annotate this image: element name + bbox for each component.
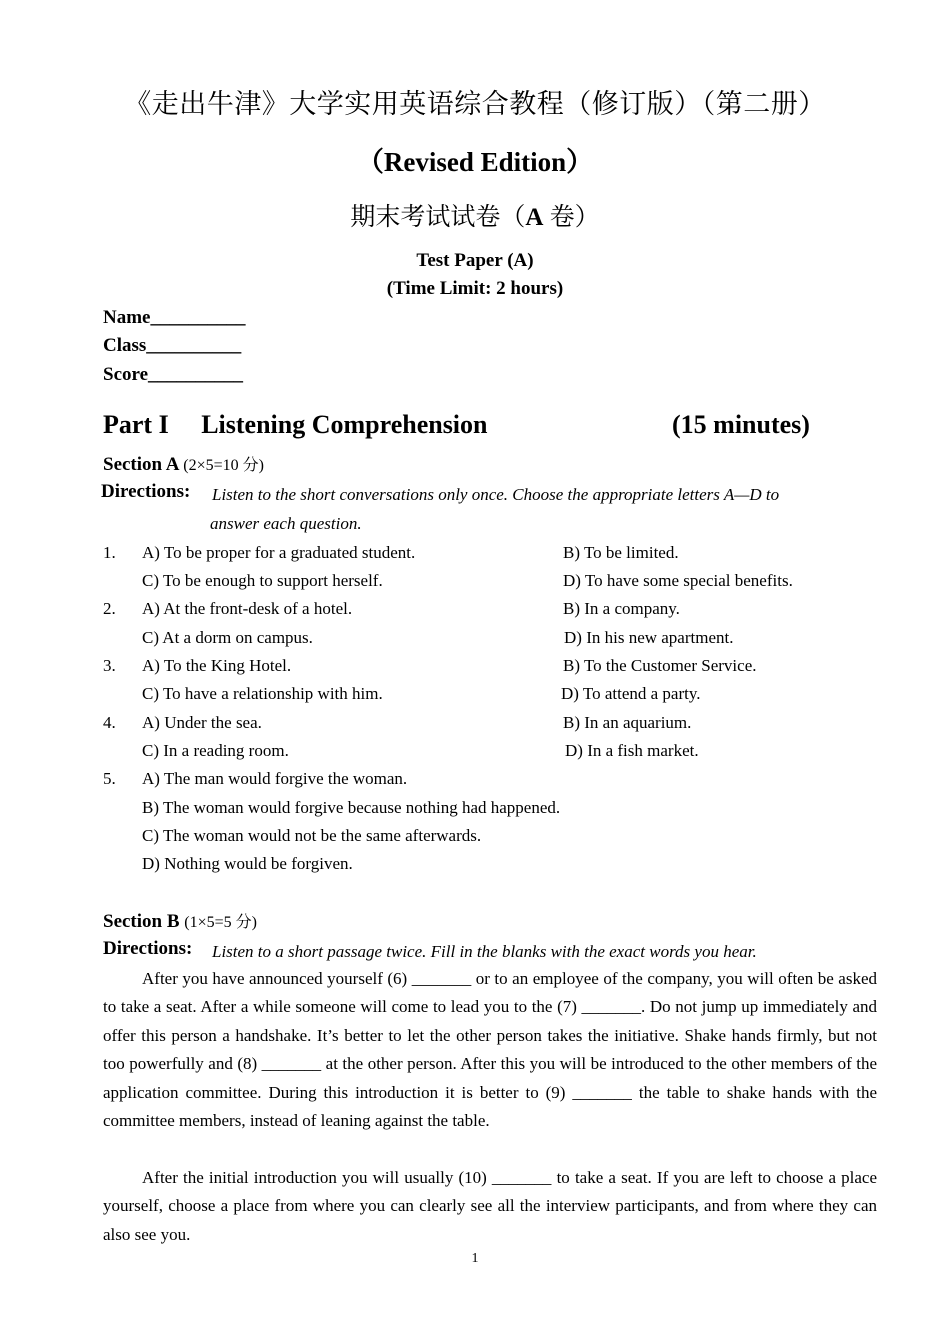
question-2-option-a: A) At the front-desk of a hotel. bbox=[142, 599, 353, 618]
passage-paragraph-2-text: After the initial introduction you will usually (10) _______ to take a seat. If you are left to choose a place yourself, choose a place from where you can clearly see all the interview participants, and from where they can also see you. bbox=[103, 1168, 877, 1244]
question-1-option-b: B) To be limited. bbox=[563, 543, 679, 562]
section-a-title: Section A bbox=[103, 454, 179, 475]
passage-paragraph-1 bbox=[103, 965, 877, 1135]
exam-prefix: 期末考试试卷（ bbox=[350, 204, 526, 231]
section-a-directions-label: Directions: bbox=[101, 481, 191, 502]
time-limit: (Time Limit: 2 hours) bbox=[386, 278, 564, 299]
question-3-option-a: A) To the King Hotel. bbox=[142, 656, 292, 675]
question-4-option-c: C) In a reading room. bbox=[142, 741, 289, 760]
name-field: Name__________ bbox=[103, 307, 246, 328]
question-1-option-d: D) To have some special benefits. bbox=[563, 571, 793, 590]
question-3-option-c: C) To have a relationship with him. bbox=[142, 684, 383, 703]
section-a-directions-line2: answer each question. bbox=[210, 514, 362, 533]
question-2-option-b: B) In a company. bbox=[563, 599, 680, 618]
part-1-minutes: (15 minutes) bbox=[672, 410, 810, 439]
question-5-option-c: C) The woman would not be the same afterwards. bbox=[142, 826, 482, 845]
exam-suffix: 卷） bbox=[543, 204, 600, 231]
question-4-number: 4. bbox=[103, 713, 116, 732]
passage-paragraph-2 bbox=[103, 1164, 877, 1249]
section-a-score: (2×5=10 分) bbox=[183, 457, 264, 474]
section-b-directions-label: Directions: bbox=[103, 938, 193, 959]
title-exam bbox=[0, 197, 950, 233]
page-number: 1 bbox=[471, 1251, 479, 1266]
title-chinese: 《走出牛津》大学实用英语综合教程（修订版）（第二册） bbox=[124, 89, 826, 119]
class-field: Class__________ bbox=[103, 335, 242, 356]
question-2-option-c: C) At a dorm on campus. bbox=[142, 628, 313, 647]
question-5-number: 5. bbox=[103, 769, 116, 788]
question-5-option-b: B) The woman would forgive because nothing had happened. bbox=[142, 798, 561, 817]
question-3-number: 3. bbox=[103, 656, 116, 675]
question-1-option-c: C) To be enough to support herself. bbox=[142, 571, 383, 590]
exam-letter: A bbox=[525, 204, 544, 231]
question-2-option-d: D) In his new apartment. bbox=[564, 628, 734, 647]
question-1-option-a: A) To be proper for a graduated student. bbox=[142, 543, 416, 562]
question-5-option-d: D) Nothing would be forgiven. bbox=[142, 854, 353, 873]
title-revised-edition: （Revised Edition） bbox=[356, 147, 594, 177]
section-b-title: Section B bbox=[103, 911, 180, 932]
part-1-title: Part I Listening Comprehension bbox=[103, 410, 488, 439]
section-b-directions-text: Listen to a short passage twice. Fill in the blanks with the exact words you hear. bbox=[212, 942, 757, 961]
question-4-option-d: D) In a fish market. bbox=[565, 741, 699, 760]
question-4-option-b: B) In an aquarium. bbox=[563, 713, 692, 732]
score-field: Score__________ bbox=[103, 364, 244, 385]
section-a-directions-line1: Listen to the short conversations only once. Choose the appropriate letters A—D to bbox=[212, 485, 780, 504]
question-4-option-a: A) Under the sea. bbox=[142, 713, 262, 732]
question-3-option-d: D) To attend a party. bbox=[561, 684, 701, 703]
question-5-option-a: A) The man would forgive the woman. bbox=[142, 769, 408, 788]
question-2-number: 2. bbox=[103, 599, 116, 618]
passage-paragraph-1-text: After you have announced yourself (6) _______ or to an employee of the company, you will often be asked to take a seat. After a while someone will come to lead you to the (7) _______. Do not jump up immediately and offer this person a handshake. It’s better to let the other person takes the initiative. Shake hands firmly, but not too powerfully and (8) _______ at the other person. After this you will be introduced to the other members of the application committee. During this introduction it is better to (9) _______ the table to shake hands with the committee members, instead of leaning against the table. bbox=[103, 969, 877, 1131]
question-1-number: 1. bbox=[103, 543, 116, 562]
section-a-heading bbox=[103, 452, 264, 476]
section-b-score: (1×5=5 分) bbox=[184, 914, 257, 931]
question-3-option-b: B) To the Customer Service. bbox=[563, 656, 757, 675]
section-b-heading bbox=[103, 909, 257, 933]
test-paper-label: Test Paper (A) bbox=[416, 250, 534, 271]
